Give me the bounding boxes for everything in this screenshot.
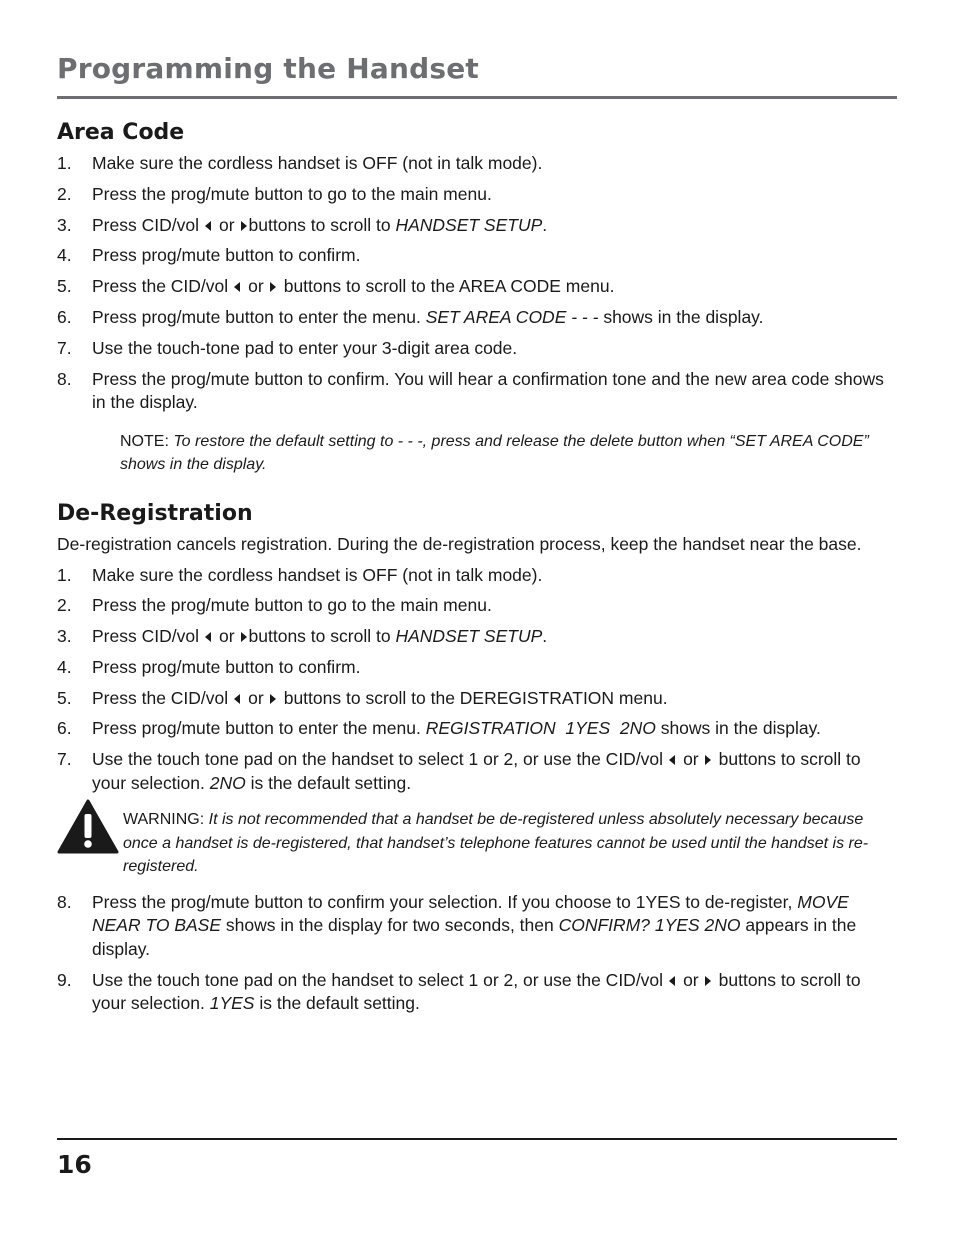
deregistration-heading: De-Registration	[57, 501, 253, 526]
step-text: Press the prog/mute button to confirm. You will hear a confirmation tone and the new area code shows in the display.	[92, 368, 884, 413]
step-number: 4.	[57, 656, 72, 677]
step-text: shows in the display.	[660, 718, 821, 739]
step-number: 2.	[57, 183, 72, 204]
step-number: 6.	[57, 718, 72, 739]
step-number: 2.	[57, 595, 72, 616]
step-number: 1.	[57, 153, 72, 173]
menu-name: HANDSET SETUP	[395, 214, 543, 235]
step-text: Press CID/vol	[92, 214, 199, 235]
step-item	[57, 244, 897, 268]
step-number: 6.	[57, 306, 72, 327]
step-text: Press the prog/mute button to go to the main menu.	[92, 183, 492, 204]
step-number: 1.	[57, 564, 72, 585]
title-divider	[57, 96, 897, 99]
step-text: Press the CID/vol	[92, 687, 229, 708]
step-item	[57, 594, 897, 618]
step-number: 7.	[57, 749, 72, 770]
left-arrow-icon	[234, 282, 240, 292]
left-arrow-icon	[205, 632, 211, 642]
display-text: REGISTRATION 1YES 2NO	[425, 718, 656, 739]
menu-name: HANDSET SETUP	[395, 626, 543, 647]
step-item	[57, 275, 897, 299]
deregistration-section	[57, 499, 897, 1023]
step-text: appears in the display.	[92, 915, 857, 959]
step-text: Press prog/mute button to enter the menu.	[92, 718, 421, 739]
left-arrow-icon	[669, 755, 675, 765]
page-title: Programming the Handset	[57, 52, 479, 85]
step-text: Press the prog/mute button to confirm your selection. If you choose to 1YES to de-register,	[92, 891, 793, 912]
step-item	[57, 687, 897, 711]
step-text: Use the touch tone pad on the handset to select 1 or 2, or use the CID/vol	[92, 969, 664, 990]
warning-callout	[57, 808, 883, 879]
display-text: SET AREA CODE - - -	[425, 306, 599, 327]
step-text: Press the prog/mute button to go to the main menu.	[92, 595, 492, 616]
deregistration-steps	[57, 564, 897, 796]
right-arrow-icon	[241, 632, 247, 642]
step-or-text: or	[218, 214, 235, 235]
left-arrow-icon	[205, 221, 211, 231]
step-text: shows in the display for two seconds, then	[225, 915, 554, 936]
step-text: .	[542, 214, 548, 235]
step-text: buttons to scroll to the DEREGISTRATION menu.	[283, 687, 668, 708]
step-text: Use the touch-tone pad to enter your 3-digit area code.	[92, 337, 518, 358]
step-text: buttons to scroll to your selection.	[92, 969, 861, 1014]
right-arrow-icon	[705, 755, 711, 765]
step-item	[57, 152, 897, 176]
step-text: Make sure the cordless handset is OFF (not in talk mode).	[92, 564, 543, 585]
step-text: Make sure the cordless handset is OFF (not in talk mode).	[92, 153, 543, 173]
page-number: 16	[57, 1150, 92, 1179]
warning-text: It is not recommended that a handset be de-registered unless absolutely necessary because once a handset is de-registered, that handset’s telephone features cannot be used until the handset is re-registered.	[123, 811, 869, 876]
step-number: 7.	[57, 337, 72, 358]
right-arrow-icon	[705, 976, 711, 986]
note-label: NOTE:	[120, 432, 169, 450]
step-number: 9.	[57, 969, 72, 990]
step-number: 5.	[57, 276, 72, 297]
step-text: Press CID/vol	[92, 626, 199, 647]
step-or-text: or	[683, 969, 699, 990]
step-number: 3.	[57, 214, 72, 235]
step-item	[57, 564, 897, 588]
step-item	[57, 891, 897, 962]
warning-label: WARNING:	[123, 811, 205, 829]
right-arrow-icon	[241, 221, 247, 231]
step-text: buttons to scroll to the AREA CODE menu.	[283, 276, 615, 297]
right-arrow-icon	[270, 694, 276, 704]
step-item	[57, 717, 897, 741]
deregistration-steps-continued	[57, 891, 897, 1016]
left-arrow-icon	[234, 694, 240, 704]
step-text: is the default setting.	[259, 993, 420, 1014]
step-item	[57, 183, 897, 207]
step-item	[57, 368, 897, 415]
step-number: 3.	[57, 626, 72, 647]
step-text: .	[542, 626, 548, 647]
step-or-text: or	[248, 687, 264, 708]
area-code-heading: Area Code	[57, 120, 185, 145]
left-arrow-icon	[669, 976, 675, 986]
display-text: CONFIRM? 1YES 2NO	[558, 915, 741, 936]
warning-triangle-icon	[57, 799, 119, 855]
step-or-text: or	[218, 626, 235, 647]
step-text: Use the touch tone pad on the handset to select 1 or 2, or use the CID/vol	[92, 749, 664, 770]
step-number: 5.	[57, 687, 72, 708]
area-code-section	[57, 118, 897, 504]
deregistration-intro: De-registration cancels registration. During the de-registration process, keep the handset near the base.	[57, 534, 862, 554]
footer-divider	[57, 1138, 897, 1140]
step-text: Press the CID/vol	[92, 276, 229, 297]
note-text: To restore the default setting to - - -, press and release the delete button when “SET AREA CODE” shows in the display.	[120, 432, 869, 474]
step-item	[57, 337, 897, 361]
step-or-text: or	[683, 749, 699, 770]
step-or-text: or	[248, 276, 264, 297]
step-item	[57, 306, 897, 330]
step-number: 8.	[57, 368, 72, 389]
step-item	[57, 969, 897, 1016]
step-text: shows in the display.	[603, 306, 764, 327]
step-text: Press prog/mute button to confirm.	[92, 245, 361, 266]
display-text: 2NO	[209, 772, 246, 793]
step-text: buttons to scroll to	[248, 214, 391, 235]
right-arrow-icon	[270, 282, 276, 292]
step-text: buttons to scroll to your selection.	[92, 749, 861, 793]
step-text: buttons to scroll to	[248, 626, 391, 647]
area-code-steps	[57, 152, 897, 415]
step-text: Press prog/mute button to confirm.	[92, 656, 361, 677]
step-text: is the default setting.	[250, 772, 412, 793]
step-text: Press prog/mute button to enter the menu.	[92, 306, 421, 327]
step-number: 8.	[57, 891, 72, 912]
step-item	[57, 625, 897, 649]
display-text: MOVE NEAR TO BASE	[92, 891, 849, 936]
note-callout	[120, 430, 880, 477]
step-item	[57, 748, 897, 795]
display-text: 1YES	[209, 993, 255, 1014]
step-item	[57, 656, 897, 680]
step-item	[57, 214, 897, 238]
step-number: 4.	[57, 245, 72, 266]
